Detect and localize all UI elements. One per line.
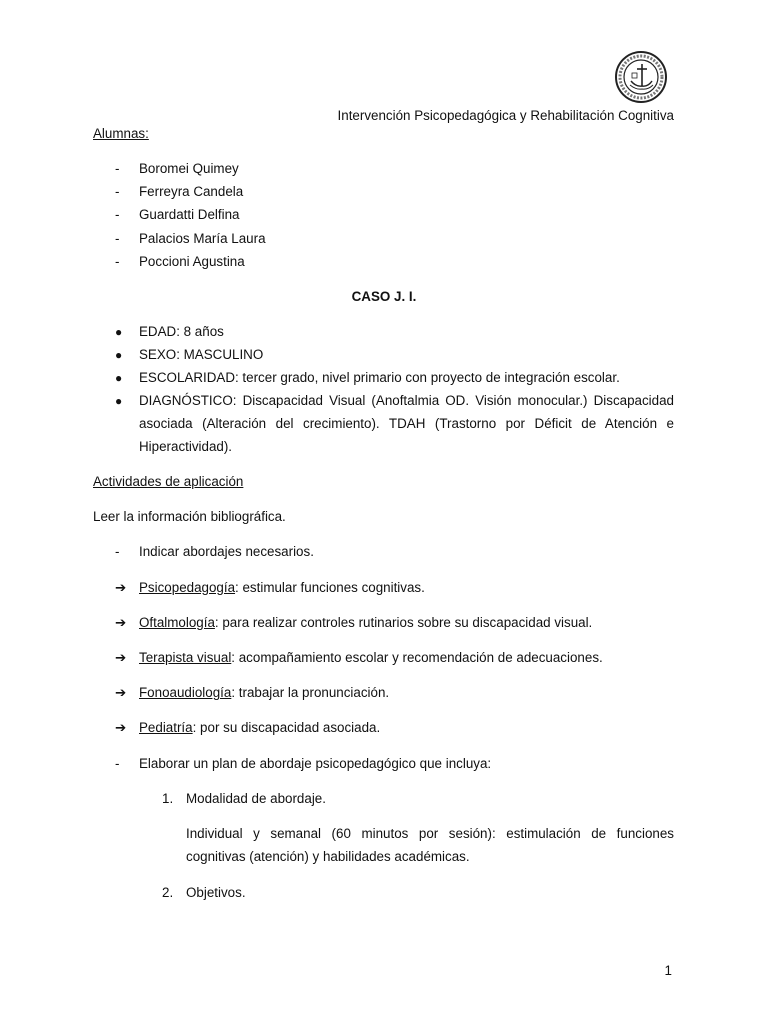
list-item: [115, 366, 620, 390]
arrow-right-icon: ➔: [115, 685, 127, 700]
list-item: [115, 320, 224, 344]
task-text: Elaborar un plan de abordaje psicopedagógico que incluya:: [139, 756, 492, 771]
case-fact: EDAD: 8 años: [139, 324, 224, 339]
page-number: 1: [664, 963, 672, 978]
course-header: Intervención Psicopedagógica y Rehabilitación Cognitiva: [337, 108, 674, 123]
list-item: [115, 681, 389, 704]
dash-marker: -: [115, 544, 120, 559]
item-detail: Individual y semanal (60 minutos por sesión): estimulación de funciones cognitivas (atención) y habilidades académicas.: [186, 826, 674, 864]
approach-desc: : acompañamiento escolar y recomendación de adecuaciones.: [231, 650, 603, 665]
dash-marker: -: [115, 207, 120, 222]
list-item: [115, 203, 239, 226]
bullet-icon: ●: [115, 325, 123, 339]
approach-term: Terapista visual: [139, 650, 232, 665]
approach-desc: : trabajar la pronunciación.: [231, 685, 390, 700]
list-item: [115, 227, 266, 250]
list-item: [115, 716, 380, 739]
list-item: [115, 752, 491, 775]
students-heading: Alumnas:: [93, 126, 149, 141]
list-item: [115, 343, 263, 367]
numbered-item: [162, 881, 246, 904]
approach-desc: : estimular funciones cognitivas.: [235, 580, 425, 595]
bullet-icon: ●: [115, 394, 123, 408]
dash-marker: -: [115, 184, 120, 199]
case-fact-diagnosis: DIAGNÓSTICO: Discapacidad Visual (Anoftalmia OD. Visión monocular.) Discapacidad asociada (Alteración del crecimiento). TDAH (Trastorno por Déficit de Atención e Hiperactividad).: [139, 393, 674, 454]
dash-marker: -: [115, 254, 120, 269]
list-item: [115, 250, 245, 273]
student-name: Guardatti Delfina: [139, 207, 240, 222]
student-name: Palacios María Laura: [139, 231, 266, 246]
dash-marker: -: [115, 161, 120, 176]
activities-intro: Leer la información bibliográfica.: [93, 509, 286, 524]
arrow-right-icon: ➔: [115, 580, 127, 595]
case-fact: ESCOLARIDAD: tercer grado, nivel primario con proyecto de integración escolar.: [139, 370, 620, 385]
student-name: Boromei Quimey: [139, 161, 239, 176]
case-fact: SEXO: MASCULINO: [139, 347, 264, 362]
approach-term: Oftalmología: [139, 615, 215, 630]
activities-heading: Actividades de aplicación: [93, 474, 244, 489]
list-item: [115, 611, 592, 634]
bullet-icon: ●: [115, 348, 123, 362]
approach-desc: : por su discapacidad asociada.: [192, 720, 381, 735]
task-text: Indicar abordajes necesarios.: [139, 544, 314, 559]
list-item: [115, 157, 239, 180]
item-number: 1.: [162, 791, 174, 806]
item-number: 2.: [162, 885, 174, 900]
bullet-icon: ●: [115, 371, 123, 385]
case-title: CASO J. I.: [351, 289, 417, 304]
arrow-right-icon: ➔: [115, 615, 127, 630]
numbered-item: [162, 787, 326, 810]
list-item: [115, 389, 139, 413]
item-label: Modalidad de abordaje.: [186, 791, 326, 806]
arrow-right-icon: ➔: [115, 650, 127, 665]
list-item: [115, 646, 603, 669]
university-seal-icon: [614, 50, 668, 104]
arrow-right-icon: ➔: [115, 720, 127, 735]
student-name: Poccioni Agustina: [139, 254, 245, 269]
approach-term: Psicopedagogía: [139, 580, 236, 595]
list-item: [115, 540, 314, 563]
list-item: [115, 180, 243, 203]
dash-marker: -: [115, 756, 120, 771]
dash-marker: -: [115, 231, 120, 246]
approach-term: Pediatría: [139, 720, 193, 735]
student-name: Ferreyra Candela: [139, 184, 244, 199]
item-label: Objetivos.: [186, 885, 246, 900]
list-item: [115, 576, 425, 599]
approach-desc: : para realizar controles rutinarios sobre su discapacidad visual.: [214, 615, 593, 630]
approach-term: Fonoaudiología: [139, 685, 232, 700]
